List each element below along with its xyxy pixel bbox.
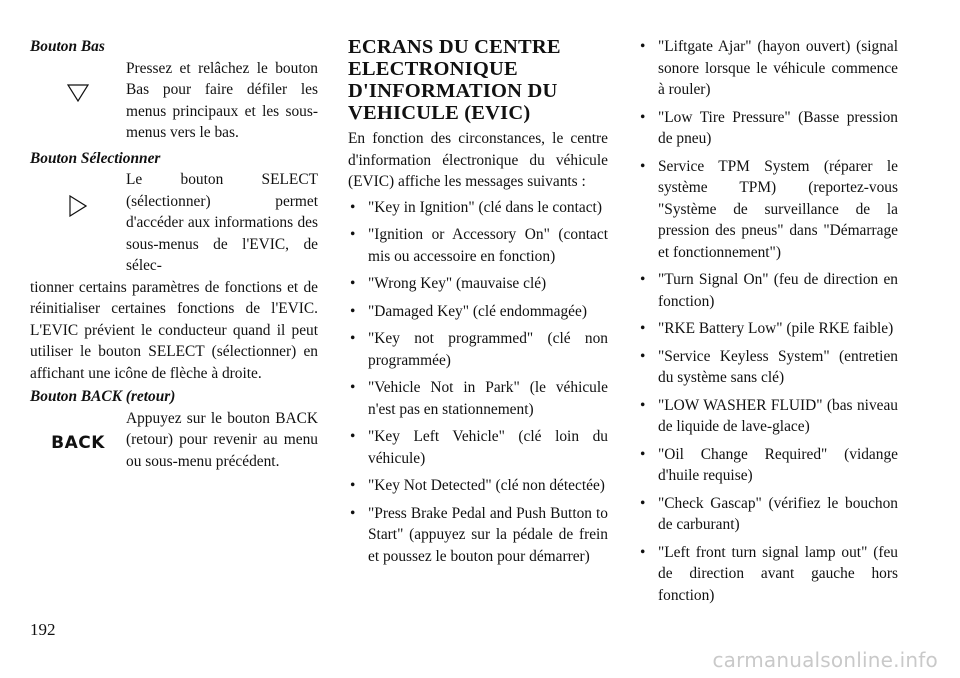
back-button-block bbox=[30, 408, 318, 473]
section-intro: En fonction des circonstances, le centre d'information électronique du véhicule (EVIC) affiche les messages suivants : bbox=[348, 130, 608, 190]
watermark: carmanualsonline.info bbox=[712, 648, 938, 672]
message-item: • "Left front turn signal lamp out" (feu de direction avant gauche hors fonction) bbox=[638, 542, 898, 607]
message-item: • "Key Left Vehicle" (clé loin du véhicule) bbox=[348, 426, 608, 469]
message-item: • "Wrong Key" (mauvaise clé) bbox=[348, 273, 608, 295]
down-button-text: Pressez et relâchez le bouton Bas pour faire défiler les menus principaux et les sous-menus vers le bas. bbox=[126, 59, 318, 141]
down-button-block bbox=[30, 58, 318, 144]
right-triangle-icon bbox=[30, 169, 126, 277]
message-list-middle bbox=[348, 197, 608, 568]
back-button-text: Appuyez sur le bouton BACK (retour) pour revenir au menu ou sous-menu précédent. bbox=[126, 409, 318, 470]
message-item: • "Service Keyless System" (entretien du système sans clé) bbox=[638, 346, 898, 389]
message-list-right bbox=[638, 36, 898, 606]
message-item: • "RKE Battery Low" (pile RKE faible) bbox=[638, 318, 898, 340]
message-item: • "LOW WASHER FLUID" (bas niveau de liquide de lave-glace) bbox=[638, 395, 898, 438]
message-item: • "Key not programmed" (clé non programmée) bbox=[348, 328, 608, 371]
section-heading: ECRANS DU CENTRE ELECTRONIQUE D'INFORMATION DU VEHICULE (EVIC) bbox=[348, 36, 561, 124]
down-triangle-icon bbox=[30, 58, 126, 144]
left-column bbox=[30, 36, 318, 472]
message-item: • "Check Gascap" (vérifiez le bouchon de carburant) bbox=[638, 493, 898, 536]
select-button-continuation: tionner certains paramètres de fonctions et de réinitialiser certaines fonctions de l'EVIC. L'EVIC prévient le conducteur quand il peut utiliser le bouton SELECT (sélectionner) en affichant une icône de flèche à droite. bbox=[30, 278, 318, 382]
message-item: • "Damaged Key" (clé endommagée) bbox=[348, 301, 608, 323]
select-button-block bbox=[30, 169, 318, 277]
message-item: • Service TPM System (réparer le système TPM) (reportez-vous "Système de surveillance de la pression des pneus" dans "Démarrage et fonctionnement") bbox=[638, 156, 898, 264]
message-item: • "Liftgate Ajar" (hayon ouvert) (signal sonore lorsque le véhicule commence à rouler) bbox=[638, 36, 898, 101]
back-icon bbox=[30, 408, 126, 473]
down-button-title: Bouton Bas bbox=[30, 38, 105, 55]
message-item: • "Vehicle Not in Park" (le véhicule n'est pas en stationnement) bbox=[348, 377, 608, 420]
page-number: 192 bbox=[30, 620, 56, 639]
back-icon-label: BACK bbox=[51, 432, 105, 453]
back-button-title: Bouton BACK (retour) bbox=[30, 388, 176, 405]
message-item: • "Oil Change Required" (vidange d'huile requise) bbox=[638, 444, 898, 487]
message-item: • "Key Not Detected" (clé non détectée) bbox=[348, 475, 608, 497]
message-item: • "Press Brake Pedal and Push Button to Start" (appuyez sur la pédale de frein et poussez le bouton pour démarrer) bbox=[348, 503, 608, 568]
right-column bbox=[638, 36, 898, 612]
message-item: • "Key in Ignition" (clé dans le contact) bbox=[348, 197, 608, 219]
message-item: • "Ignition or Accessory On" (contact mis ou accessoire en fonction) bbox=[348, 224, 608, 267]
select-button-text: Le bouton SELECT (sélectionner) permet d'accéder aux informations des sous-menus de l'EVIC, de sélec- bbox=[126, 171, 318, 274]
message-item: • "Turn Signal On" (feu de direction en fonction) bbox=[638, 269, 898, 312]
middle-column bbox=[348, 36, 608, 573]
select-button-title: Bouton Sélectionner bbox=[30, 149, 161, 167]
message-item: • "Low Tire Pressure" (Basse pression de pneu) bbox=[638, 107, 898, 150]
